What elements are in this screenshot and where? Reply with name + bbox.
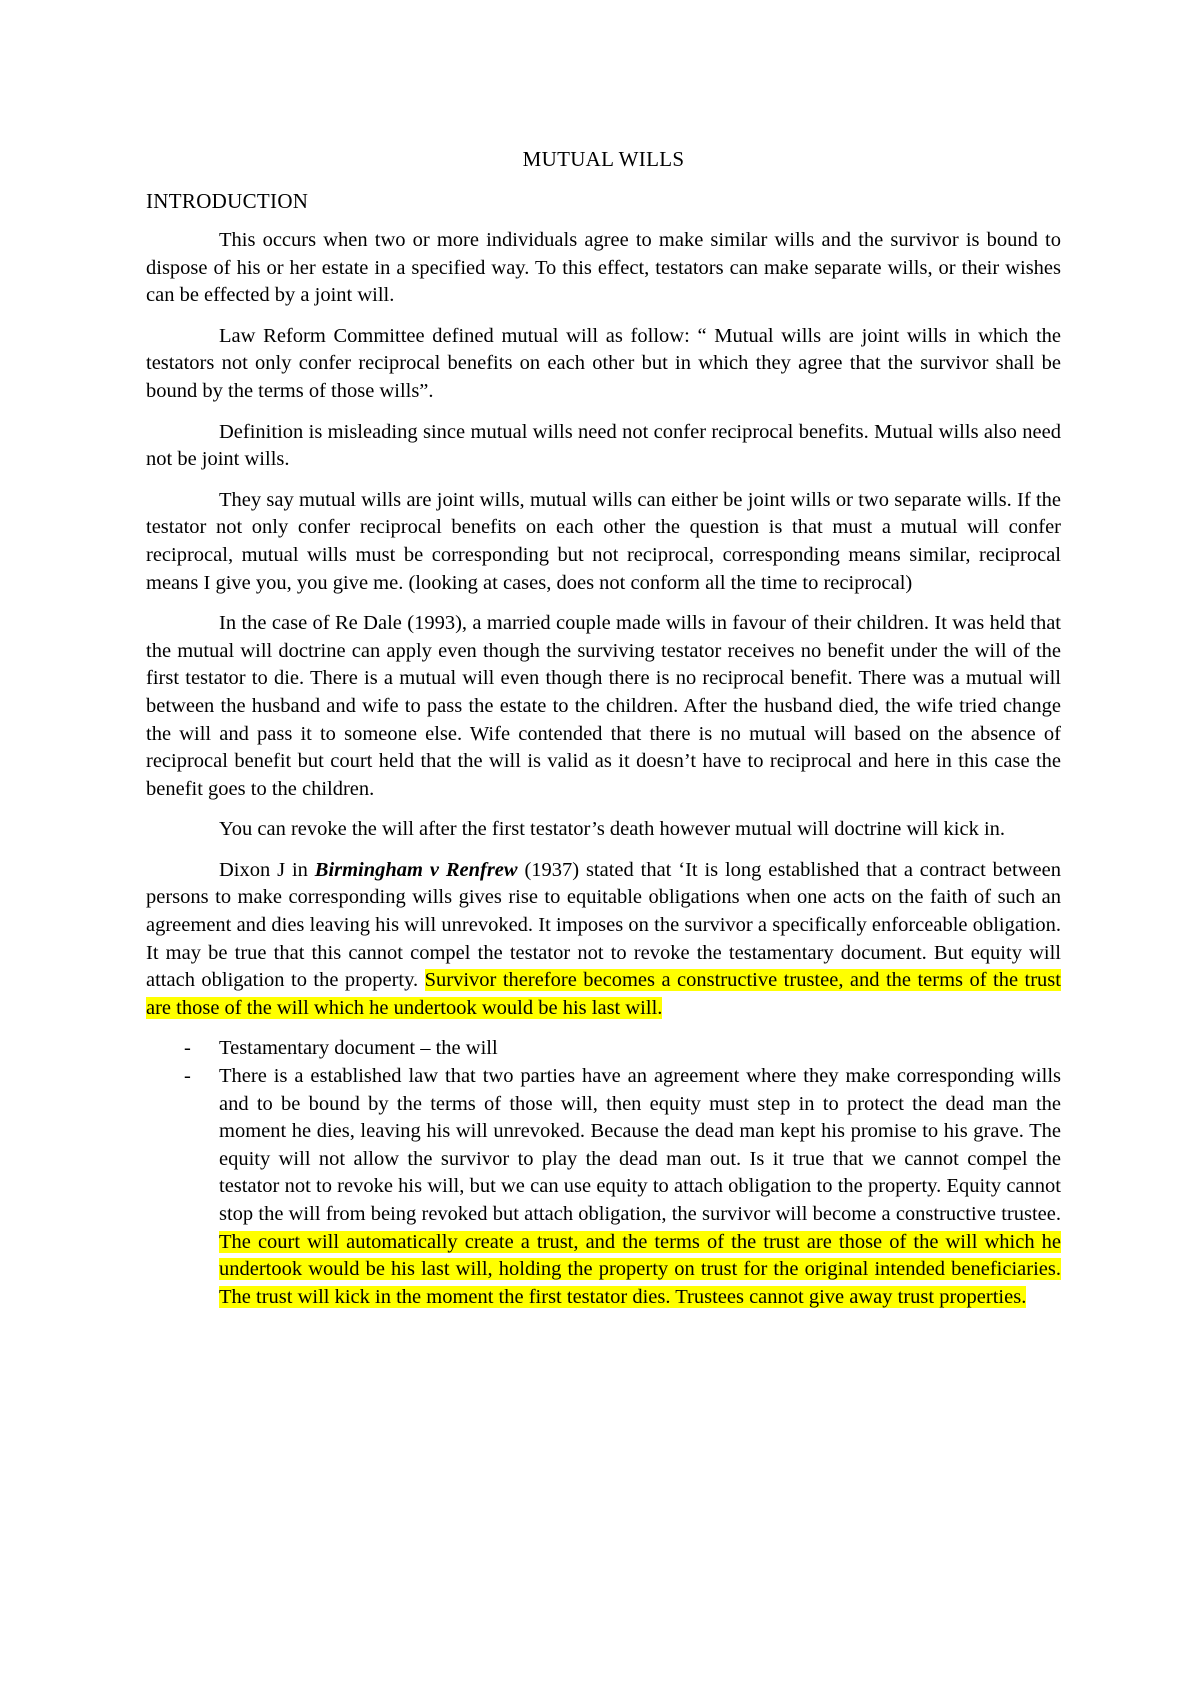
document-title: MUTUAL WILLS xyxy=(522,147,685,171)
paragraph-definition-misleading: Definition is misleading since mutual wills need not confer reciprocal benefits. Mutual wills also need not be joint wills. xyxy=(146,420,1061,471)
paragraph-law-reform-committee: Law Reform Committee defined mutual will as follow: “ Mutual wills are joint wills in which the testators not only confer reciprocal benefits on each other but in which they agree that the survivor shall be bound by the terms of those wills”. xyxy=(146,324,1061,402)
paragraph-joint-wills: They say mutual wills are joint wills, mutual wills can either be joint wills or two separate wills. If the testator not only confer reciprocal benefits on each other the question is that must a mutual will confer reciprocal, mutual wills must be corresponding but not reciprocal, corresponding means similar, reciprocal means I give you, you give me. (looking at cases, does not conform all the time to reciprocal) xyxy=(146,488,1061,594)
highlighted-text: The court will automatically create a trust, and the terms of the trust are those of the will which he undertook would be his last will, holding the property on trust for the original intended beneficiaries. The trust will kick in the moment the first testator dies. Trustees cannot give away trust properties. xyxy=(219,1230,1061,1308)
case-name: Birmingham v Renfrew xyxy=(314,858,518,881)
list-item xyxy=(146,1063,1061,1311)
section-heading-introduction: INTRODUCTION xyxy=(146,189,309,213)
list-item xyxy=(146,1035,1061,1063)
paragraph-text: Dixon J in xyxy=(219,858,315,881)
paragraph-birmingham-v-renfrew xyxy=(146,857,1061,1023)
list-item-text: Testamentary document – the will xyxy=(219,1037,498,1060)
dash-marker: - xyxy=(184,1037,191,1060)
paragraph-text: (1937) stated that ‘It is long established that a contract between persons to make corresponding wills gives rise to equitable obligations when one acts on the faith of such an agreement and dies leaving his will unrevoked. It imposes on the survivor a specifically enforceable obligation. It may be true that this cannot compel the testator not to revoke the testamentary document. But equity will attach obligation to the property. xyxy=(146,858,1061,992)
list-item-text: There is a established law that two parties have an agreement where they make corresponding wills and to be bound by the terms of those will, then equity must step in to protect the dead man the moment he dies, leaving his will unrevoked. Because the dead man kept his promise to his grave. The equity will not allow the survivor to play the dead man out. Is it true that we cannot compel the testator not to revoke his will, but we can use equity to attach obligation to the property. Equity cannot stop the will from being revoked but attach obligation, the survivor will become a constructive trustee. xyxy=(219,1065,1061,1225)
dash-marker: - xyxy=(184,1065,191,1088)
paragraph-re-dale: In the case of Re Dale (1993), a married couple made wills in favour of their children. It was held that the mutual will doctrine can apply even though the surviving testator receives no benefit under the will of the first testator to die. There is a mutual will even though there is no reciprocal benefit. There was a mutual will between the husband and wife to pass the estate to the children. After the husband died, the wife tried change the will and pass it to someone else. Wife contended that there is no mutual will based on the absence of reciprocal benefit but court held that the will is valid as it doesn’t have to reciprocal and here in this case the benefit goes to the children. xyxy=(146,612,1061,800)
paragraph-revoke-will: You can revoke the will after the first testator’s death however mutual will doctrine will kick in. xyxy=(219,818,1006,841)
paragraph-definition: This occurs when two or more individuals agree to make similar wills and the survivor is bound to dispose of his or her estate in a specified way. To this effect, testators can make separate wills, or their wishes can be effected by a joint will. xyxy=(146,229,1061,307)
document-body xyxy=(146,146,1061,1311)
highlighted-text: Survivor therefore becomes a constructive trustee, and the terms of the trust are those of the will which he undertook would be his last will. xyxy=(146,969,1061,1019)
bullet-list xyxy=(146,1035,1061,1311)
